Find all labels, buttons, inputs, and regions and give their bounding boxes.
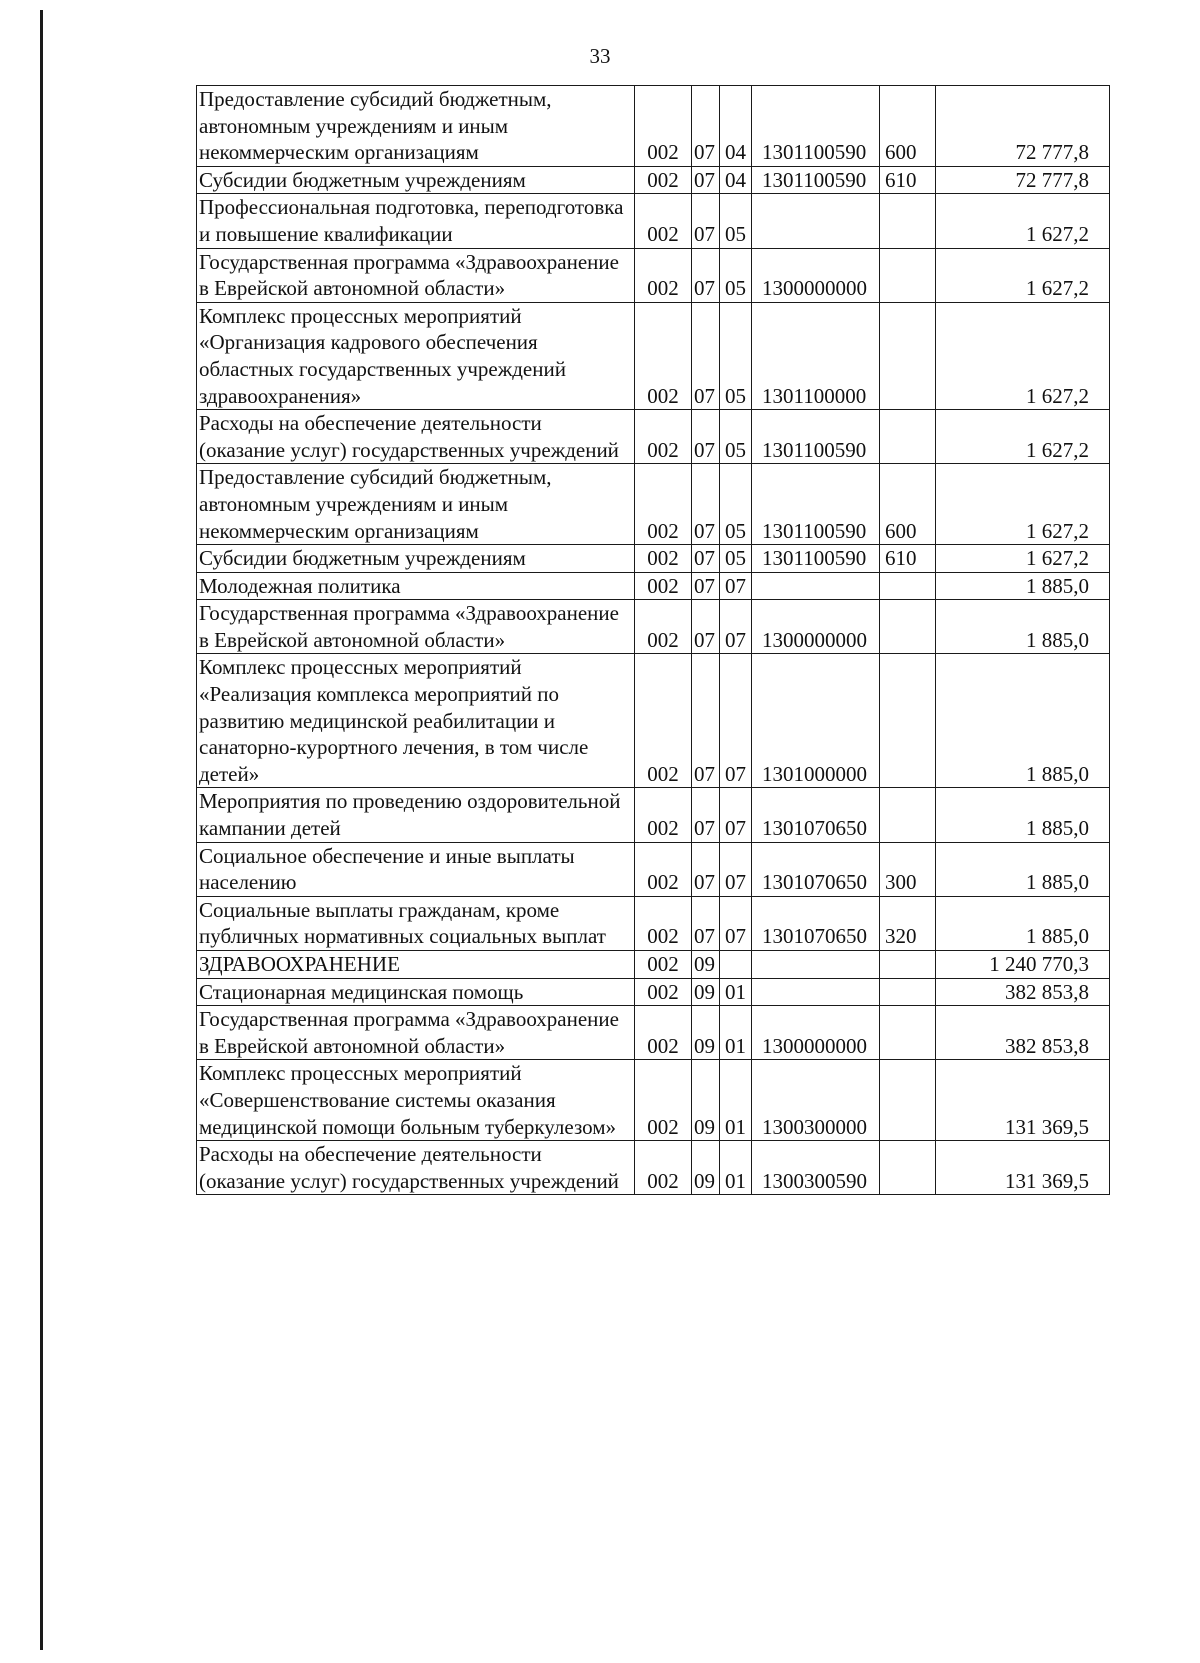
row-section-code: 07 [692, 464, 720, 545]
row-subsection-code: 05 [720, 545, 752, 573]
row-target-article-code: 1300000000 [752, 600, 880, 654]
row-subsection-code: 01 [720, 1141, 752, 1195]
row-target-article-code [752, 951, 880, 979]
row-amount: 131 369,5 [936, 1141, 1110, 1195]
row-section-code: 07 [692, 788, 720, 842]
table-row [197, 248, 1110, 302]
row-grbs-code: 002 [635, 654, 692, 788]
row-subsection-code: 04 [720, 166, 752, 194]
row-target-article-code: 1301100590 [752, 464, 880, 545]
table-row [197, 654, 1110, 788]
row-grbs-code: 002 [635, 464, 692, 545]
row-subsection-code: 01 [720, 1060, 752, 1141]
row-amount: 72 777,8 [936, 166, 1110, 194]
row-section-code: 07 [692, 410, 720, 464]
row-expense-type-code [880, 951, 936, 979]
row-subsection-code: 07 [720, 788, 752, 842]
row-grbs-code: 002 [635, 302, 692, 409]
row-section-code: 09 [692, 1006, 720, 1060]
row-name: Предоставление субсидий бюджетным, автономным учреждениям и иным некоммерческим организациям [197, 86, 635, 167]
row-name: Расходы на обеспечение деятельности (оказание услуг) государственных учреждений [197, 1141, 635, 1195]
row-grbs-code: 002 [635, 545, 692, 573]
row-expense-type-code [880, 248, 936, 302]
row-expense-type-code [880, 1006, 936, 1060]
row-amount: 1 885,0 [936, 896, 1110, 950]
row-expense-type-code [880, 572, 936, 600]
row-target-article-code: 1301070650 [752, 842, 880, 896]
row-amount: 1 627,2 [936, 545, 1110, 573]
row-target-article-code: 1300000000 [752, 248, 880, 302]
row-subsection-code: 07 [720, 654, 752, 788]
row-target-article-code: 1301100590 [752, 166, 880, 194]
table-row [197, 788, 1110, 842]
row-grbs-code: 002 [635, 951, 692, 979]
row-section-code: 07 [692, 194, 720, 248]
row-section-code: 09 [692, 978, 720, 1006]
row-expense-type-code [880, 1060, 936, 1141]
row-target-article-code: 1300300590 [752, 1141, 880, 1195]
row-amount: 382 853,8 [936, 978, 1110, 1006]
row-name: Субсидии бюджетным учреждениям [197, 166, 635, 194]
row-grbs-code: 002 [635, 572, 692, 600]
row-target-article-code [752, 572, 880, 600]
row-subsection-code: 04 [720, 86, 752, 167]
row-target-article-code: 1301070650 [752, 896, 880, 950]
row-name: Социальное обеспечение и иные выплаты населению [197, 842, 635, 896]
row-target-article-code: 1301100000 [752, 302, 880, 409]
row-amount: 1 885,0 [936, 572, 1110, 600]
row-name: Расходы на обеспечение деятельности (оказание услуг) государственных учреждений [197, 410, 635, 464]
row-name: Субсидии бюджетным учреждениям [197, 545, 635, 573]
row-subsection-code: 01 [720, 1006, 752, 1060]
row-section-code: 09 [692, 951, 720, 979]
table-row [197, 302, 1110, 409]
row-grbs-code: 002 [635, 86, 692, 167]
table-row [197, 194, 1110, 248]
row-expense-type-code: 600 [880, 86, 936, 167]
row-subsection-code: 05 [720, 464, 752, 545]
row-section-code: 07 [692, 302, 720, 409]
row-target-article-code: 1300300000 [752, 1060, 880, 1141]
row-amount: 1 240 770,3 [936, 951, 1110, 979]
row-grbs-code: 002 [635, 600, 692, 654]
row-grbs-code: 002 [635, 896, 692, 950]
row-expense-type-code [880, 788, 936, 842]
table-row [197, 1060, 1110, 1141]
table-row [197, 896, 1110, 950]
row-grbs-code: 002 [635, 410, 692, 464]
row-amount: 1 627,2 [936, 410, 1110, 464]
row-target-article-code: 1301000000 [752, 654, 880, 788]
table-row [197, 842, 1110, 896]
table-row [197, 1141, 1110, 1195]
row-subsection-code: 05 [720, 194, 752, 248]
table-row [197, 1006, 1110, 1060]
table-row [197, 572, 1110, 600]
row-subsection-code: 05 [720, 410, 752, 464]
row-name: Предоставление субсидий бюджетным, автономным учреждениям и иным некоммерческим организациям [197, 464, 635, 545]
row-target-article-code: 1301070650 [752, 788, 880, 842]
row-target-article-code: 1300000000 [752, 1006, 880, 1060]
row-name: Молодежная политика [197, 572, 635, 600]
row-grbs-code: 002 [635, 1006, 692, 1060]
row-section-code: 07 [692, 572, 720, 600]
table-row [197, 545, 1110, 573]
row-expense-type-code [880, 600, 936, 654]
row-section-code: 09 [692, 1141, 720, 1195]
row-name: Социальные выплаты гражданам, кроме публичных нормативных социальных выплат [197, 896, 635, 950]
table-row [197, 410, 1110, 464]
budget-table [196, 85, 1110, 1195]
row-amount: 72 777,8 [936, 86, 1110, 167]
row-amount: 1 627,2 [936, 194, 1110, 248]
row-grbs-code: 002 [635, 842, 692, 896]
table-row [197, 166, 1110, 194]
row-subsection-code: 07 [720, 572, 752, 600]
row-name: Государственная программа «Здравоохранение в Еврейской автономной области» [197, 600, 635, 654]
page-number: 33 [589, 44, 611, 68]
row-amount: 1 885,0 [936, 788, 1110, 842]
row-amount: 1 627,2 [936, 302, 1110, 409]
row-amount: 1 885,0 [936, 842, 1110, 896]
row-section-code: 09 [692, 1060, 720, 1141]
row-target-article-code [752, 194, 880, 248]
row-name: Профессиональная подготовка, переподготовка и повышение квалификации [197, 194, 635, 248]
binding-edge-line [40, 10, 43, 1650]
row-amount: 382 853,8 [936, 1006, 1110, 1060]
row-target-article-code [752, 978, 880, 1006]
row-section-code: 07 [692, 654, 720, 788]
row-section-code: 07 [692, 600, 720, 654]
row-subsection-code: 05 [720, 248, 752, 302]
row-target-article-code: 1301100590 [752, 86, 880, 167]
row-grbs-code: 002 [635, 166, 692, 194]
row-section-code: 07 [692, 86, 720, 167]
row-section-code: 07 [692, 248, 720, 302]
row-amount: 1 885,0 [936, 600, 1110, 654]
row-section-code: 07 [692, 896, 720, 950]
row-expense-type-code [880, 302, 936, 409]
row-grbs-code: 002 [635, 1060, 692, 1141]
table-row [197, 600, 1110, 654]
row-expense-type-code: 300 [880, 842, 936, 896]
row-name: Комплекс процессных мероприятий «Реализация комплекса мероприятий по развитию медицинской реабилитации и санаторно-курортного лечения, в том числе детей» [197, 654, 635, 788]
row-expense-type-code [880, 410, 936, 464]
row-expense-type-code: 600 [880, 464, 936, 545]
row-grbs-code: 002 [635, 194, 692, 248]
row-amount: 1 627,2 [936, 464, 1110, 545]
table-row [197, 951, 1110, 979]
row-expense-type-code: 610 [880, 166, 936, 194]
table-row [197, 464, 1110, 545]
row-expense-type-code [880, 654, 936, 788]
table-row [197, 86, 1110, 167]
row-subsection-code: 07 [720, 600, 752, 654]
row-amount: 1 885,0 [936, 654, 1110, 788]
row-grbs-code: 002 [635, 248, 692, 302]
row-target-article-code: 1301100590 [752, 410, 880, 464]
row-section-code: 07 [692, 166, 720, 194]
row-amount: 1 627,2 [936, 248, 1110, 302]
row-expense-type-code [880, 194, 936, 248]
row-name: Комплекс процессных мероприятий «Совершенствование системы оказания медицинской помощи больным туберкулезом» [197, 1060, 635, 1141]
row-section-code: 07 [692, 842, 720, 896]
row-grbs-code: 002 [635, 978, 692, 1006]
row-name: Комплекс процессных мероприятий «Организация кадрового обеспечения областных государственных учреждений здравоохранения» [197, 302, 635, 409]
row-amount: 131 369,5 [936, 1060, 1110, 1141]
row-target-article-code: 1301100590 [752, 545, 880, 573]
row-subsection-code: 01 [720, 978, 752, 1006]
row-name: Стационарная медицинская помощь [197, 978, 635, 1006]
row-expense-type-code [880, 1141, 936, 1195]
row-subsection-code: 07 [720, 896, 752, 950]
row-subsection-code [720, 951, 752, 979]
row-expense-type-code [880, 978, 936, 1006]
row-expense-type-code: 610 [880, 545, 936, 573]
row-grbs-code: 002 [635, 1141, 692, 1195]
row-subsection-code: 05 [720, 302, 752, 409]
row-expense-type-code: 320 [880, 896, 936, 950]
row-section-code: 07 [692, 545, 720, 573]
row-subsection-code: 07 [720, 842, 752, 896]
row-name: Мероприятия по проведению оздоровительной кампании детей [197, 788, 635, 842]
row-name: ЗДРАВООХРАНЕНИЕ [197, 951, 635, 979]
table-row [197, 978, 1110, 1006]
row-grbs-code: 002 [635, 788, 692, 842]
row-name: Государственная программа «Здравоохранение в Еврейской автономной области» [197, 1006, 635, 1060]
row-name: Государственная программа «Здравоохранение в Еврейской автономной области» [197, 248, 635, 302]
